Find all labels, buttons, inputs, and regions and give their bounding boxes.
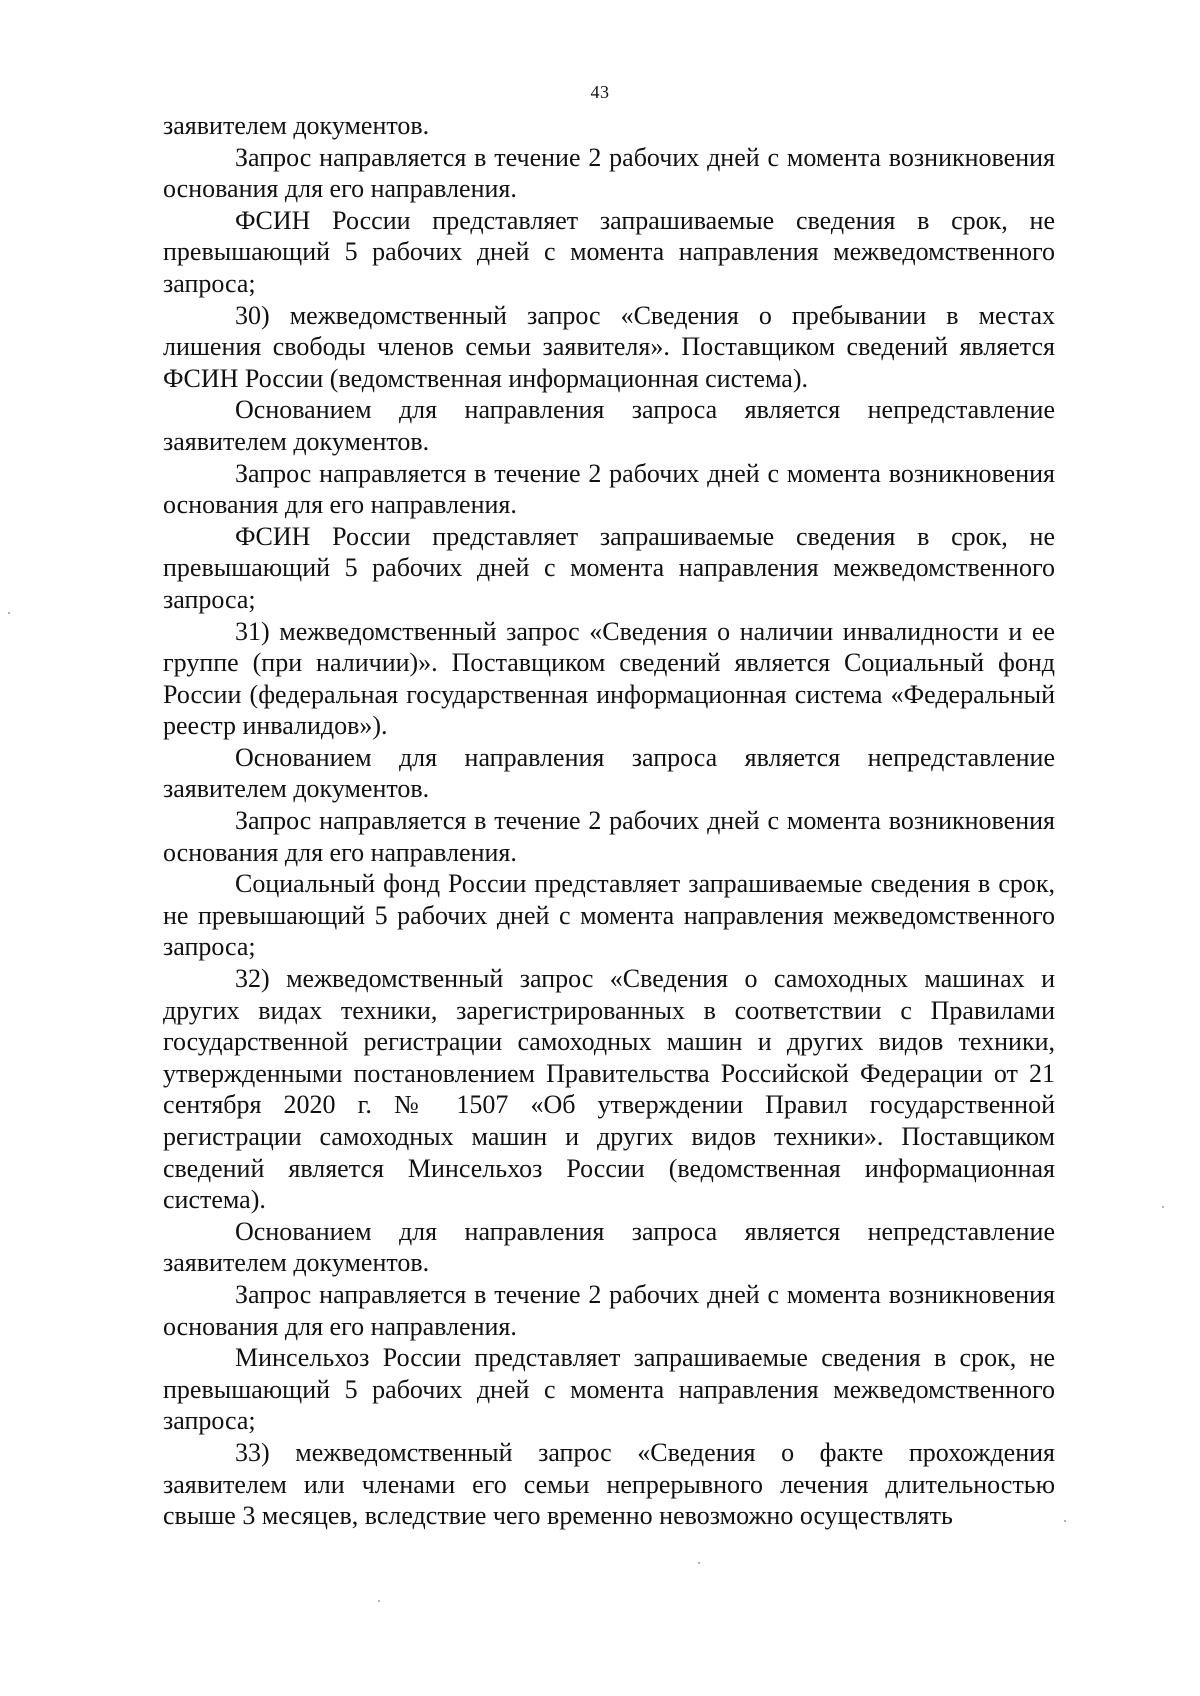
scan-speck <box>8 612 10 614</box>
scan-speck <box>1064 1520 1066 1522</box>
paragraph: Запрос направляется в течение 2 рабочих дней с момента возникновения основания для его направления. <box>163 1279 1055 1341</box>
paragraph: заявителем документов. <box>163 111 430 140</box>
paragraph: Запрос направляется в течение 2 рабочих дней с момента возникновения основания для его направления. <box>163 458 1055 520</box>
paragraph: Минсельхоз России представляет запрашиваемые сведения в срок, не превышающий 5 рабочих дней с момента направления межведомственного запроса; <box>163 1343 1055 1436</box>
paragraph: Запрос направляется в течение 2 рабочих дней с момента возникновения основания для его направления. <box>163 142 1055 204</box>
paragraph: Основанием для направления запроса является непредставление заявителем документов. <box>163 395 1055 456</box>
paragraph: Запрос направляется в течение 2 рабочих дней с момента возникновения основания для его направления. <box>163 806 1055 867</box>
scan-speck <box>1162 1206 1164 1208</box>
page-number: 43 <box>590 82 610 102</box>
paragraph: 31) межведомственный запрос «Сведения о наличии инвалидности и ее группе (при наличии)». Поставщиком сведений является Социальный фонд России (федеральная государственная информационная система «Федеральный реестр инвалидов»). <box>163 616 1055 741</box>
scan-speck <box>378 1600 380 1602</box>
scan-speck <box>698 1562 700 1564</box>
paragraph: Основанием для направления запроса является непредставление заявителем документов. <box>163 1216 1055 1278</box>
paragraph: Социальный фонд России представляет запрашиваемые сведения в срок, не превышающий 5 рабочих дней с момента направления межведомственного запроса; <box>163 869 1055 962</box>
paragraph: 30) межведомственный запрос «Сведения о пребывании в местах лишения свободы членов семьи заявителя». Поставщиком сведений является ФСИН России (ведомственная информационная система). <box>163 300 1055 393</box>
paragraph: ФСИН России представляет запрашиваемые сведения в срок, не превышающий 5 рабочих дней с момента направления межведомственного запроса; <box>163 521 1055 614</box>
paragraph: 33) межведомственный запрос «Сведения о факте прохождения заявителем или членами его семьи непрерывного лечения длительностью свыше 3 месяцев, вследствие чего временно невозможно осуществлять <box>163 1437 1055 1531</box>
paragraph: 32) межведомственный запрос «Сведения о самоходных машинах и других видах техники, зарегистрированных в соответствии с Правилами государственной регистрации самоходных машин и других видов техники, утвержденными постановлением Правительства Российской Федерации от 21 сентября 2020 г. № 1507 «Об утверждении Правил государственной регистрации самоходных машин и других видов техники». Поставщиком сведений является Минсельхоз России (ведомственная информационная система). <box>163 964 1055 1215</box>
document-body <box>163 110 1055 1532</box>
paragraph: Основанием для направления запроса является непредставление заявителем документов. <box>163 742 1055 804</box>
paragraph: ФСИН России представляет запрашиваемые сведения в срок, не превышающий 5 рабочих дней с момента направления межведомственного запроса; <box>163 205 1055 298</box>
